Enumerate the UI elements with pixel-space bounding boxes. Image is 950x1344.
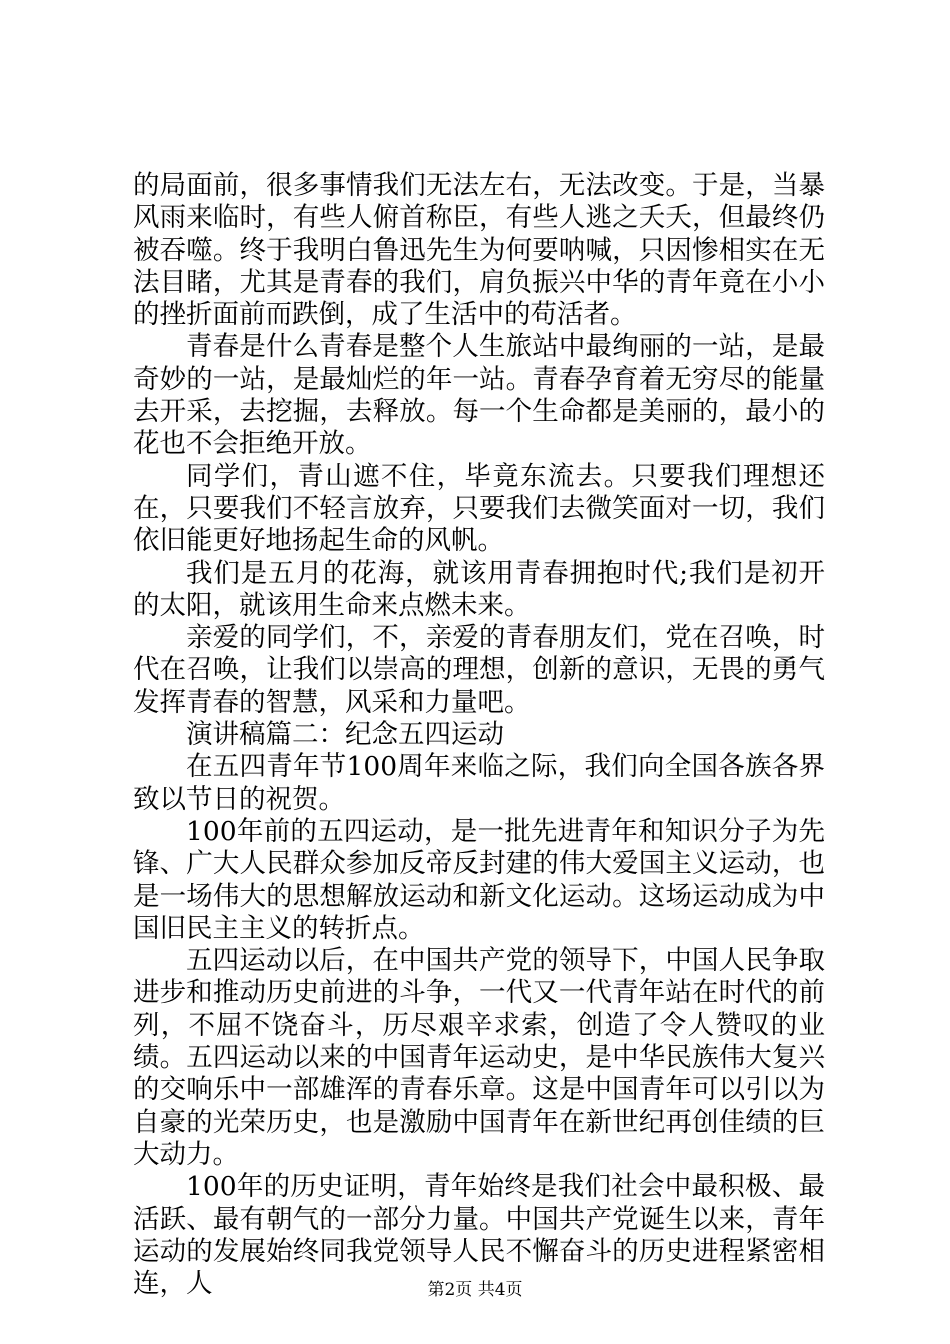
- page-number-footer: 第2页 共4页: [427, 1280, 523, 1300]
- paragraph-youth: 青春是什么青春是整个人生旅站中最绚丽的一站，是最奇妙的一站，是最灿烂的年一站。青春孕育着无穷尽的能量去开采，去挖掘，去释放。每一个生命都是美丽的，最小的花也不会拒绝开放。: [133, 331, 825, 460]
- document-body: [133, 170, 825, 1300]
- paragraph-history: 五四运动以后，在中国共产党的领导下，中国人民争取进步和推动历史前进的斗争，一代又一代青年站在时代的前列，不屈不饶奋斗，历尽艰辛求索，创造了令人赞叹的业绩。五四运动以来的中国青年运动史，是中华民族伟大复兴的交响乐中一部雄浑的青春乐章。这是中国青年可以引以为自豪的光荣历史，也是激励中国青年在新世纪再创佳绩的巨大动力。: [133, 945, 825, 1170]
- paragraph-continuation: 的局面前，很多事情我们无法左右，无法改变。于是，当暴风雨来临时，有些人俯首称臣，有些人逃之夭夭，但最终仍被吞噬。终于我明白鲁迅先生为何要呐喊，只因惨相实在无法目睹，尤其是青春的我们，肩负振兴中华的青年竟在小小的挫折面前而跌倒，成了生活中的苟活者。: [133, 170, 825, 331]
- section-heading: 演讲稿篇二：纪念五四运动: [186, 719, 504, 751]
- paragraph-classmates: 同学们，青山遮不住，毕竟东流去。只要我们理想还在，只要我们不轻言放弃，只要我们去微笑面对一切，我们依旧能更好地扬起生命的风帆。: [133, 460, 825, 557]
- paragraph-proof: 100年的历史证明，青年始终是我们社会中最积极、最活跃、最有朝气的一部分力量。中国共产党诞生以来，青年运动的发展始终同我党领导人民不懈奋斗的历史进程紧密相连，人: [133, 1171, 825, 1300]
- paragraph-flower-sea: 我们是五月的花海，就该用青春拥抱时代;我们是初开的太阳，就该用生命来点燃未来。: [133, 557, 825, 621]
- paragraph-may-fourth: 100年前的五四运动，是一批先进青年和知识分子为先锋、广大人民群众参加反帝反封建的伟大爱国主义运动，也是一场伟大的思想解放运动和新文化运动。这场运动成为中国旧民主主义的转折点。: [133, 815, 825, 944]
- paragraph-call: 亲爱的同学们，不，亲爱的青春朋友们，党在召唤，时代在召唤，让我们以崇高的理想，创新的意识，无畏的勇气发挥青春的智慧，风采和力量吧。: [133, 622, 825, 718]
- paragraph-greeting: 在五四青年节100周年来临之际，我们向全国各族各界致以节日的祝贺。: [133, 751, 825, 815]
